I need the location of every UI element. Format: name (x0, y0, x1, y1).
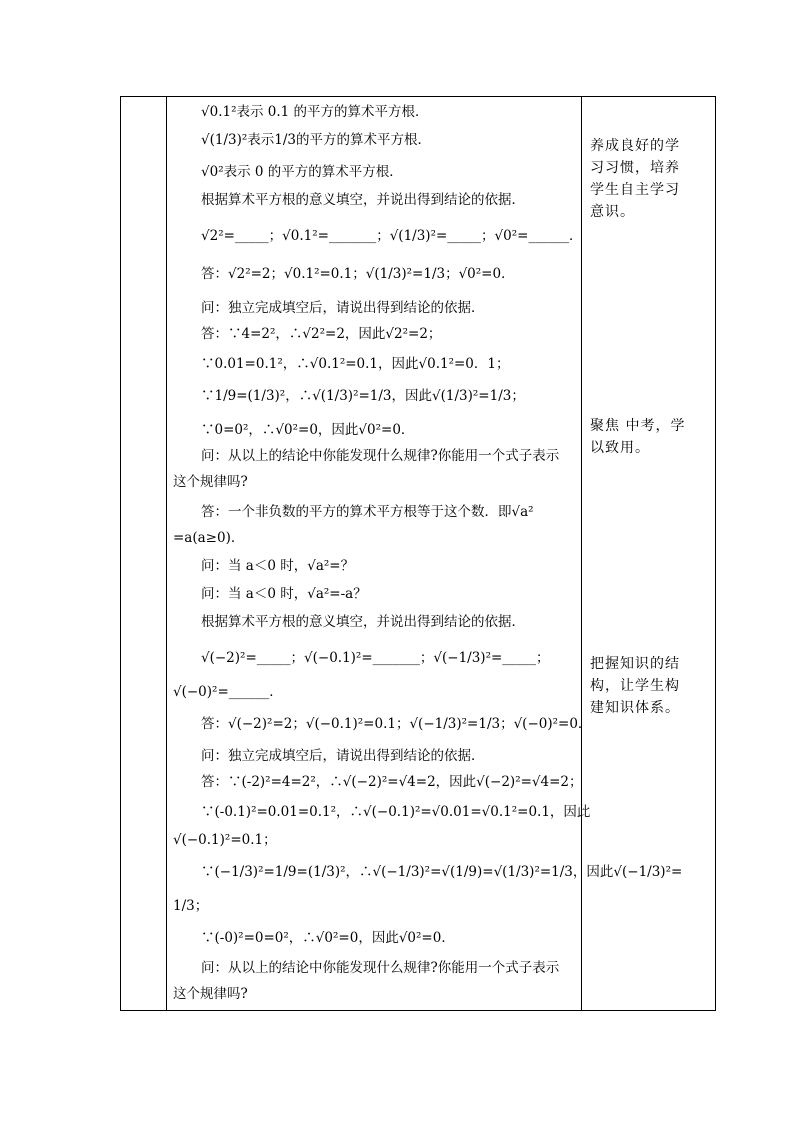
text-line: =a(a≥0)． (173, 530, 245, 546)
side-note-line: 学生自主学习 (590, 182, 680, 198)
lesson-table (120, 96, 716, 1011)
text-line: 根据算术平方根的意义填空，并说出得到结论的依据． (201, 614, 525, 630)
text-line: √(−0.1)²=0.1； (173, 832, 277, 848)
side-note-line: 养成良好的学 (590, 138, 680, 154)
text-line: 答：√(−2)²=2；√(−0.1)²=0.1；√(−1/3)²=1/3；√(−0)²=0． (201, 716, 592, 732)
text-line: 问：从以上的结论中你能发现什么规律?你能用一个式子表示 (201, 448, 560, 464)
text-line: 答：∵4=2²，∴√2²=2，因此√2²=2； (201, 326, 442, 342)
text-line: √0.1²表示 0.1 的平方的算术平方根． (201, 104, 429, 120)
text-line: √2²=_____；√0.1²=_______；√(1/3)²=_____；√0²=______． (201, 228, 583, 244)
text-line: √(−2)²=_____；√(−0.1)²=_______；√(−1/3)²=_____； (201, 650, 550, 666)
text-line: 问：当 a＜0 时，√a²=？ (201, 558, 355, 574)
text-line: 问：当 a＜0 时，√a²=-a？ (201, 586, 367, 602)
side-note (590, 653, 690, 719)
side-note-line: 习习惯，培养 (590, 160, 680, 176)
text-line: ∵(-0)²=0=0²，∴√0²=0，因此√0²=0． (201, 930, 455, 946)
text-line: ∵0.01=0.1²，∴√0.1²=0.1，因此√0.1²=0．1； (201, 356, 510, 372)
text-line: 答：一个非负数的平方的算术平方根等于这个数．即√a² (201, 504, 534, 520)
text-line: ∵(-0.1)²=0.01=0.1²，∴√(−0.1)²=√0.01=√0.1²=0.1，因此 (201, 804, 591, 820)
text-line: ∵(−1/3)²=1/9=(1/3)²，∴√(−1/3)²=√(1/9)=√(1/3)²=1/3，因此√(−1/3)²= (201, 864, 683, 880)
text-line: 问：独立完成填空后，请说出得到结论的依据． (201, 748, 485, 764)
text-line: 这个规律吗? (173, 986, 248, 1002)
text-line: 问：独立完成填空后，请说出得到结论的依据． (201, 300, 485, 316)
text-line: 这个规律吗? (173, 474, 248, 490)
table-left-column (121, 97, 166, 1010)
text-line: √0²表示 0 的平方的算术平方根． (201, 164, 403, 180)
text-line: ∵1/9=(1/3)²，∴√(1/3)²=1/3，因此√(1/3)²=1/3； (201, 388, 525, 404)
side-note-line: 建知识体系。 (590, 700, 680, 716)
side-note (590, 415, 690, 459)
table-notes-column (582, 97, 716, 1010)
text-line: 答：∵(-2)²=4=2²，∴√(−2)²=√4=2，因此√(−2)²=√4=2； (201, 774, 583, 790)
side-note-line: 把握知识的结 (590, 656, 680, 672)
text-line: ∵0=0²，∴√0²=0，因此√0²=0． (201, 422, 415, 438)
side-note (590, 135, 690, 223)
side-note-line: 构，让学生构 (590, 678, 680, 694)
text-line: √(−0)²=______． (173, 684, 283, 700)
side-note-line: 聚焦 中考，学 (590, 418, 686, 434)
text-line: 问：从以上的结论中你能发现什么规律?你能用一个式子表示 (201, 960, 560, 976)
side-note-line: 意识。 (590, 204, 635, 220)
text-line: 1/3； (173, 898, 209, 914)
text-line: 根据算术平方根的意义填空，并说出得到结论的依据． (201, 192, 525, 208)
side-note-line: 以致用。 (590, 440, 650, 456)
text-line: √(1/3)²表示1/3的平方的算术平方根． (201, 132, 432, 148)
text-line: 答：√2²=2；√0.1²=0.1；√(1/3)²=1/3；√0²=0． (201, 266, 515, 282)
